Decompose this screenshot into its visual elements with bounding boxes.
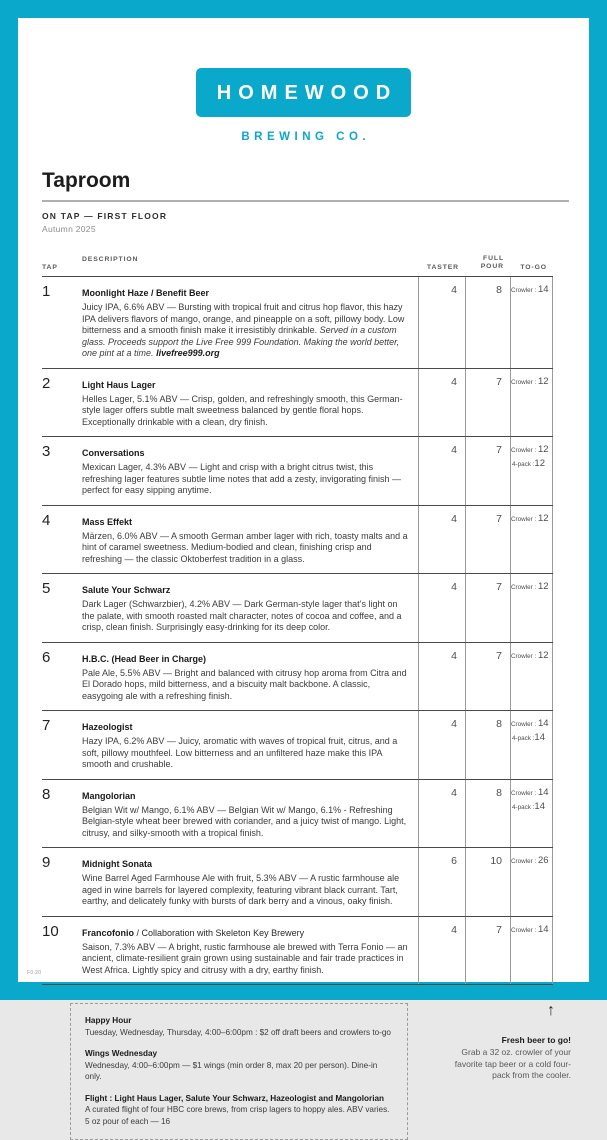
beer-description-cell — [82, 917, 418, 985]
beer-description — [82, 531, 408, 566]
full-pour-price: 7 — [465, 643, 510, 711]
season-label: Autumn 2025 — [42, 224, 96, 234]
beer-description-text: Dark Lager (Schwarzbier), 4.2% ABV — Dark German-style lager that’s light on the palate, with smooth roasted malt character, notes of cocoa and coffee, and a crisp, clean finish. Surprisingly easy-drinking for its deep color. — [82, 599, 402, 632]
table-row — [42, 711, 553, 780]
table-row — [42, 643, 553, 712]
to-go-price-1: 12 — [537, 649, 549, 661]
beer-description — [82, 668, 408, 703]
to-go-price-cell — [510, 277, 553, 368]
special-title: Flight : Light Haus Lager, Salute Your Schwarz, Hazeologist and Mangolorian — [85, 1093, 385, 1103]
special-title: Wings Wednesday — [85, 1049, 158, 1058]
to-go-label-1: Crowler : — [511, 789, 537, 797]
beer-description-cell — [82, 643, 418, 711]
taster-price: 4 — [418, 780, 465, 848]
beer-name: Hazeologist — [82, 722, 133, 732]
to-go-price-cell — [510, 848, 553, 916]
special-body: Tuesday, Wednesday, Thursday, 4:00–6:00pm : $2 off draft beers and crowlers to-go — [85, 1027, 391, 1037]
beer-description-cell — [82, 506, 418, 574]
to-go-label-1: Crowler : — [511, 515, 537, 523]
beer-description-cell — [82, 848, 418, 916]
to-go-price-cell — [510, 643, 553, 711]
beer-name: Salute Your Schwarz — [82, 585, 171, 595]
brand-logo: HOMEWOOD — [196, 68, 411, 117]
to-go-label-1: Crowler : — [511, 721, 537, 728]
full-pour-price: 8 — [465, 780, 510, 848]
table-header-row — [42, 250, 553, 277]
beer-table — [42, 250, 553, 985]
full-pour-price: 7 — [465, 574, 510, 642]
to-go-note — [443, 1003, 571, 1140]
beer-description — [82, 394, 408, 429]
to-go-label-2: 4-pack : — [512, 461, 535, 468]
beer-name: Moonlight Haze / Benefit Beer — [82, 288, 210, 298]
beer-description-note: Served in a custom glass. Proceeds support the Live Free 999 Foundation. Making the world better, one pint at a time. — [82, 325, 400, 358]
beer-description-text: Hazy IPA, 6.2% ABV — Juicy, aromatic with waves of tropical fruit, citrus, and a soft, pillowy mouthfeel. Low bitterness and an unfiltered haze make this IPA smooth and crushable. — [82, 736, 398, 769]
to-go-label-1: Crowler : — [511, 378, 537, 386]
to-go-price-cell — [510, 917, 553, 985]
header-tap: TAP — [42, 264, 58, 271]
footer-section — [42, 1003, 571, 1140]
table-row — [42, 917, 553, 986]
taster-price: 6 — [418, 848, 465, 916]
beer-name: Midnight Sonata — [82, 859, 152, 869]
table-row — [42, 780, 553, 849]
beer-description-cell — [82, 780, 418, 848]
full-pour-price: 10 — [465, 848, 510, 916]
full-pour-price: 7 — [465, 437, 510, 505]
taster-price: 4 — [418, 711, 465, 779]
beer-name: Mangolorian — [82, 790, 136, 801]
section-label: ON TAP — FIRST FLOOR — [42, 211, 168, 221]
to-go-price-1: 12 — [537, 581, 549, 592]
page-title: Taproom — [42, 169, 131, 192]
beer-description — [82, 942, 408, 977]
taster-price: 4 — [418, 643, 465, 711]
header-full-pour: FULL POUR — [480, 255, 504, 270]
header-to-go: TO-GO — [520, 264, 547, 271]
beer-name: Francofonio — [82, 927, 134, 938]
beer-description-cell — [82, 277, 418, 368]
special-item — [85, 1093, 395, 1128]
menu-content — [42, 169, 571, 1140]
beer-name: Light Haus Lager — [82, 379, 156, 390]
beer-description-cell — [82, 437, 418, 505]
to-go-price-cell — [510, 506, 553, 574]
beer-description-text: Helles Lager, 5.1% ABV — Crisp, golden, and refreshingly smooth, this German-style lager offers subtle malt sweetness balanced by gentle floral hops. Exceptionally drinkable with a clean, dry finish. — [82, 393, 403, 427]
tap-number: 1 — [42, 283, 51, 300]
title-divider — [42, 200, 569, 202]
taster-price: 4 — [418, 574, 465, 642]
beer-description-cell — [82, 574, 418, 642]
to-go-price-cell — [510, 369, 553, 437]
beer-description — [82, 302, 408, 360]
to-go-price-2: 14 — [534, 800, 545, 812]
tap-number: 2 — [42, 374, 51, 392]
table-body — [42, 277, 553, 985]
to-go-label-1: Crowler : — [511, 926, 537, 934]
to-go-price-cell — [510, 711, 553, 779]
to-go-label-1: Crowler : — [511, 584, 537, 591]
tap-number: 4 — [42, 511, 51, 529]
beer-description-text: Juicy IPA, 6.6% ABV — Bursting with tropical fruit and citrus hop flavor, this hazy IPA delivers flavors of mango, orange, and pineapple on a soft, pillowy body. Low bitterness and a smooth finish make it irresistibly drinkable. — [82, 302, 405, 335]
beer-description-text: Mexican Lager, 4.3% ABV — Light and crisp with a bright citrus twist, this refreshing lager features subtle lime notes that add a zesty, invigorating finish — perfect for easy sipping anytime. — [82, 462, 402, 495]
tap-number: 6 — [42, 648, 51, 666]
to-go-label-1: Crowler : — [511, 287, 537, 294]
to-go-note-body: Grab a 32 oz. crowler of your favorite tap beer or a cold four-pack from the cooler. — [454, 1047, 571, 1080]
special-body: Wednesday, 4:00–6:00pm — $1 wings (min order 8, max 20 per person). Dine-in only. — [85, 1060, 378, 1081]
to-go-price-1: 14 — [537, 718, 549, 729]
table-row — [42, 848, 553, 917]
to-go-label-1: Crowler : — [511, 652, 537, 660]
to-go-label-1: Crowler : — [511, 447, 537, 454]
taster-price: 4 — [418, 506, 465, 574]
special-item — [85, 1048, 395, 1083]
beer-name: Conversations — [82, 448, 145, 458]
to-go-price-1: 14 — [537, 786, 549, 798]
tap-number: 10 — [42, 922, 59, 940]
to-go-label-2: 4-pack : — [512, 803, 535, 811]
beer-name: H.B.C. (Head Beer in Charge) — [82, 653, 207, 664]
special-title: Happy Hour — [85, 1016, 132, 1025]
beer-description-cell — [82, 369, 418, 437]
brand-subtitle: BREWING CO. — [241, 131, 371, 143]
table-row — [42, 506, 553, 575]
beer-description-text: Belgian Wit w/ Mango, 6.1% ABV — Belgian Wit w/ Mango, 6.1% - Refreshing Belgian-style wheat beer brewed with coriander, and a juicy twist of mango. Light, citrusy, and silky-smooth with a tropical finish. — [82, 804, 407, 838]
full-pour-price: 7 — [465, 917, 510, 985]
beer-description — [82, 736, 408, 771]
taster-price: 4 — [418, 437, 465, 505]
to-go-price-1: 26 — [537, 855, 549, 866]
tap-number: 9 — [42, 854, 51, 871]
to-go-label-1: Crowler : — [511, 858, 537, 865]
up-arrow-icon: ↑ — [547, 1002, 555, 1019]
full-pour-price: 8 — [465, 277, 510, 368]
beer-description — [82, 805, 408, 840]
header-taster: TASTER — [426, 264, 459, 271]
beer-description — [82, 462, 408, 497]
beer-description-text: Wine Barrel Aged Farmhouse Ale with fruit, 5.3% ABV — A rustic farmhouse ale aged in wine barrels for layered complexity, featuring vibrant black currant. Tart, earthy, and delicately funky with bursts of dark berry and a vinous, oaky finish. — [82, 873, 400, 906]
to-go-price-cell — [510, 437, 553, 505]
to-go-price-cell — [510, 574, 553, 642]
print-code: F0.20 — [27, 970, 42, 976]
to-go-label-2: 4-pack : — [512, 735, 535, 742]
header-description: DESCRIPTION — [82, 256, 139, 263]
special-item — [85, 1015, 395, 1038]
to-go-price-1: 12 — [537, 444, 549, 455]
beer-description — [82, 873, 408, 908]
beer-description-cell — [82, 711, 418, 779]
full-pour-price: 7 — [465, 506, 510, 574]
special-body: A curated flight of four HBC core brews, from crisp lagers to hoppy ales. ABV varies. 5 oz pour of each — 16 — [85, 1105, 390, 1126]
taster-price: 4 — [418, 917, 465, 985]
tap-number: 3 — [42, 443, 51, 460]
beer-description-text: Saison, 7.3% ABV — A bright, rustic farmhouse ale brewed with Terra Fonio — an ancient, climate-resilient grain grown using sustainable and fair trade practices in West Africa. Lightly spicy and citrusy with a dry, earthy finish. — [82, 941, 408, 975]
brand-header — [18, 68, 589, 143]
taster-price: 4 — [418, 277, 465, 368]
to-go-note-title: Fresh beer to go! — [501, 1035, 571, 1045]
beer-name: Mass Effekt — [82, 516, 133, 527]
full-pour-price: 8 — [465, 711, 510, 779]
beer-description-link[interactable]: livefree999.org — [156, 348, 220, 358]
beer-description-text: Pale Ale, 5.5% ABV — Bright and balanced with citrusy hop aroma from Citra and El Dorado hops, mild bitterness, and a biscuity malt backbone. A classic, easygoing ale with a refreshing finish. — [82, 667, 407, 701]
to-go-price-1: 14 — [537, 923, 549, 935]
full-pour-price: 7 — [465, 369, 510, 437]
to-go-price-2: 14 — [534, 732, 545, 743]
to-go-price-1: 12 — [537, 512, 549, 524]
beer-description-text: Märzen, 6.0% ABV — A smooth German amber lager with rich, toasty malts and a hint of caramel sweetness. Medium-bodied and clean, finishing crisp and refreshing — the classic Oktoberfest tradition in a glass. — [82, 530, 408, 564]
beer-description — [82, 599, 408, 634]
tap-number: 7 — [42, 717, 51, 734]
to-go-price-1: 14 — [537, 284, 549, 295]
taster-price: 4 — [418, 369, 465, 437]
table-row — [42, 574, 553, 643]
table-row — [42, 437, 553, 506]
table-row — [42, 277, 553, 369]
to-go-price-2: 12 — [534, 458, 545, 469]
specials-list — [85, 1015, 395, 1127]
tap-number: 8 — [42, 785, 51, 803]
beer-name-suffix: / Collaboration with Skeleton Key Brewery — [134, 927, 305, 938]
tap-number: 5 — [42, 580, 51, 597]
specials-box — [70, 1003, 408, 1140]
to-go-price-cell — [510, 780, 553, 848]
table-row — [42, 369, 553, 438]
to-go-price-1: 12 — [537, 375, 549, 387]
